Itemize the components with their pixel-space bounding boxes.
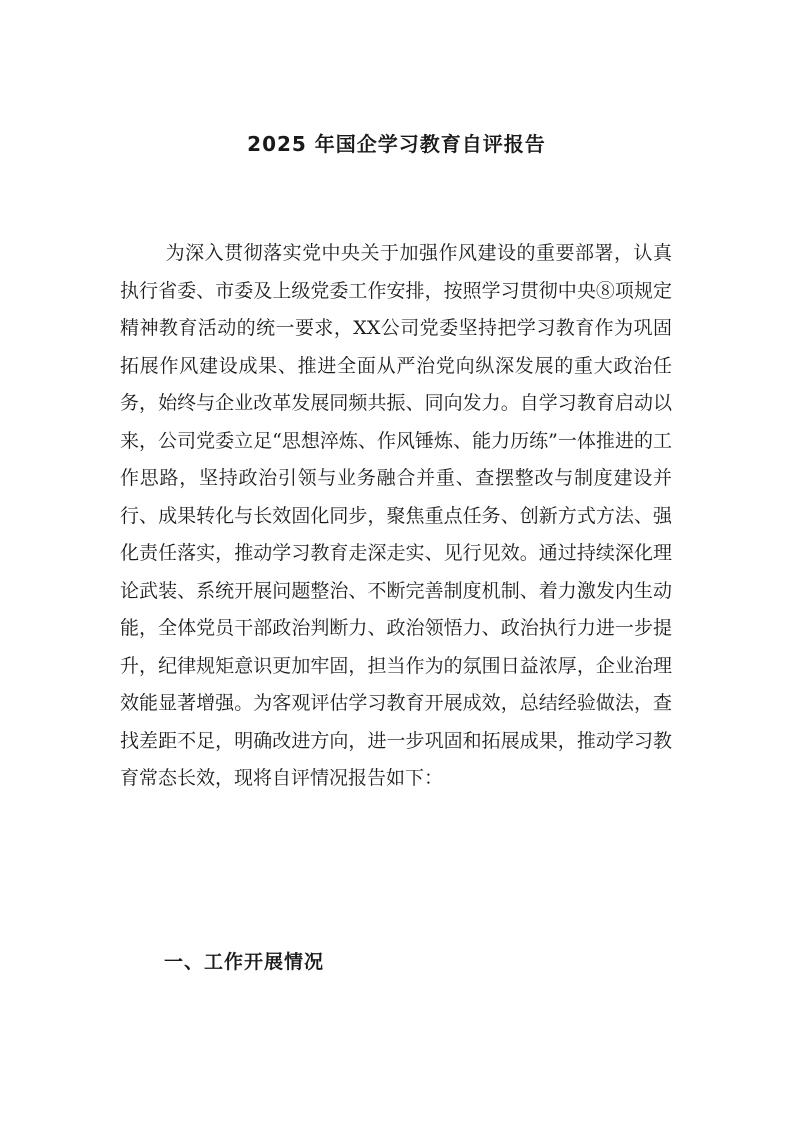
document-title: 2025 年国企学习教育自评报告: [247, 132, 546, 156]
intro-paragraph: 为深入贯彻落实党中央关于加强作风建设的重要部署，认真执行省委、市委及上级党委工作安排，按照学习贯彻中央⑧项规定精神教育活动的统一要求，XX公司党委坚持把学习教育作为巩固拓展作风建设成果、推进全面从严治党向纵深发展的重大政治任务，始终与企业改革发展同频共振、同向发力。自学习教育启动以来，公司党委立足“思想淬炼、作风锤炼、能力历练”一体推进的工作思路，坚持政治引领与业务融合并重、查摆整改与制度建设并行、成果转化与长效固化同步，聚焦重点任务、创新方式方法、强化责任落实，推动学习教育走深走实、见行见效。通过持续深化理论武装、系统开展问题整治、不断完善制度机制、着力激发内生动能，全体党员干部政治判断力、政治领悟力、政治执行力进一步提升，纪律规矩意识更加牢固，担当作为的氛围日益浓厚，企业治理效能显著增强。为客观评估学习教育开展成效，总结经验做法，查找差距不足，明确改进方向，进一步巩固和拓展成果，推动学习教育常态长效，现将自评情况报告如下：: [120, 242, 672, 789]
section-heading: 一、工作开展情况: [164, 951, 325, 973]
